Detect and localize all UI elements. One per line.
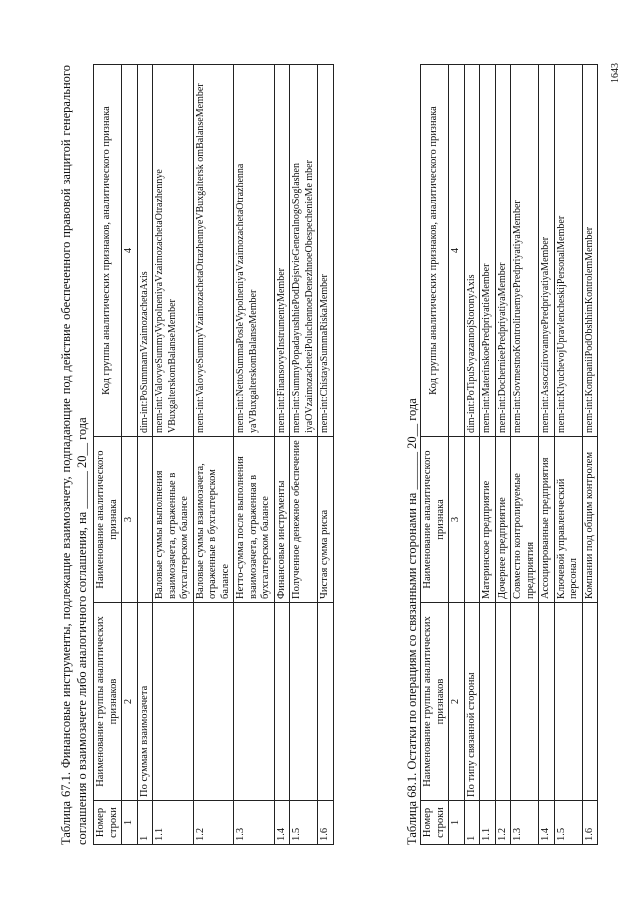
table-row (480, 65, 496, 845)
row-number: 1 (464, 801, 480, 845)
table-row (464, 65, 480, 845)
row-number: 1 (137, 801, 153, 845)
group-name (290, 603, 318, 801)
row-number: 1.6 (318, 801, 334, 845)
feature-name: Совместно контролируемые предприятия (511, 437, 539, 603)
table2 (420, 64, 598, 845)
group-name (480, 603, 496, 801)
table-row (582, 65, 598, 845)
row-number: 1.5 (554, 801, 582, 845)
feature-name: Нетто-сумма после выполнения взаимозачета, отраженная в бухгалтерском балансе (234, 437, 275, 603)
group-name (234, 603, 275, 801)
row-number: 1.4 (539, 801, 555, 845)
feature-code: mem-int:MaterinskoePredpriyatieMember (480, 65, 496, 437)
table1-caption: Таблица 67.1. Финансовые инструменты, подлежащие взаимозачету, подпадающие под действие обеспеченного правовой защитой генерального соглашения о взаимозачете либо аналогичного соглашения, на ______ 20__ года (59, 65, 89, 845)
group-name (511, 603, 539, 801)
table-row (274, 65, 290, 845)
feature-code: mem-int:ValovyeSummyVypolneniyaVzaimozachetaOtrazhennye VBuxgalterskomBalanseMember (153, 65, 194, 437)
table1-header-code: Код группы аналитических признаков, аналитического признака (94, 65, 122, 437)
table2-header-row (421, 65, 449, 845)
table2-colnum: 4 (449, 65, 465, 437)
feature-name: Полученное денежное обеспечение (290, 437, 318, 603)
group-name (554, 603, 582, 801)
table-row (511, 65, 539, 845)
feature-code: mem-int:AssocziirovannyePredpriyatiyaMember (539, 65, 555, 437)
feature-code: mem-int:FinansovyeInstrumentyMember (274, 65, 290, 437)
feature-name: Материнское предприятие (480, 437, 496, 603)
page-number: 1643 (610, 63, 621, 83)
row-number: 1.5 (290, 801, 318, 845)
feature-code: mem-int:ValovyeSummyVzaimozachetaOtrazhennyeVBuxgaltersk omBalanseMember (193, 65, 234, 437)
table1-header-row (94, 65, 122, 845)
group-name (318, 603, 334, 801)
table1 (93, 64, 334, 845)
table-row (539, 65, 555, 845)
table2-colnum-row (449, 65, 465, 845)
group-name (153, 603, 194, 801)
table1-colnum: 4 (122, 65, 138, 437)
row-number: 1.1 (153, 801, 194, 845)
feature-name (137, 437, 153, 603)
row-number: 1.2 (495, 801, 511, 845)
feature-code: mem-int:SovmestnoKontroliruemyePredpriyatiyaMember (511, 65, 539, 437)
table-row (554, 65, 582, 845)
table1-header-name: Наименование аналитического признака (94, 437, 122, 603)
table-row (193, 65, 234, 845)
feature-code: mem-int:DochernieePredpriyatiyaMember (495, 65, 511, 437)
feature-code: dim-int:PoSummamVzaimozachetaAxis (137, 65, 153, 437)
row-number: 1.2 (193, 801, 234, 845)
table2-caption: Таблица 68.1. Остатки по операциям со связанными сторонами на ______ 20__ года (405, 398, 419, 845)
feature-code: mem-int:KompaniiPodObshhimKontrolemMember (582, 65, 598, 437)
row-number: 1.6 (582, 801, 598, 845)
group-name (274, 603, 290, 801)
feature-name: Ассоциированные предприятия (539, 437, 555, 603)
feature-name: Дочернее предприятие (495, 437, 511, 603)
feature-code: mem-int:SummyPopadayushhiePodDejstvieGeneralnogoSoglashen iyaOVzaimozacheteiPoluchennoeDenezhnoeObespechenieMe mber (290, 65, 318, 437)
feature-name: Чистая сумма риска (318, 437, 334, 603)
feature-code: dim-int:PoTipuSvyazannojStoronyAxis (464, 65, 480, 437)
feature-name: Компании под общим контролем (582, 437, 598, 603)
table2-header-num: Номер строки (421, 801, 449, 845)
table1-colnum: 3 (122, 437, 138, 603)
group-name (193, 603, 234, 801)
feature-name: Финансовые инструменты (274, 437, 290, 603)
feature-name: Валовые суммы выполнения взаимозачета, отраженные в бухгалтерском балансе (153, 437, 194, 603)
table-row (234, 65, 275, 845)
group-name (582, 603, 598, 801)
group-name (495, 603, 511, 801)
table-row (137, 65, 153, 845)
table1-colnum: 1 (122, 801, 138, 845)
table1-colnum: 2 (122, 603, 138, 801)
feature-code: mem-int:ChistayaSummaRiskaMember (318, 65, 334, 437)
table2-header-group: Наименование группы аналитических признаков (421, 603, 449, 801)
table2-header-name: Наименование аналитического признака (421, 437, 449, 603)
feature-name (464, 437, 480, 603)
row-number: 1.1 (480, 801, 496, 845)
table-row (153, 65, 194, 845)
feature-name: Ключевой управленческий персонал (554, 437, 582, 603)
table1-colnum-row (122, 65, 138, 845)
table2-header-code: Код группы аналитических признаков, аналитического признака (421, 65, 449, 437)
row-number: 1.3 (511, 801, 539, 845)
table2-colnum: 3 (449, 437, 465, 603)
table2-colnum: 2 (449, 603, 465, 801)
table1-header-num: Номер строки (94, 801, 122, 845)
table-row (495, 65, 511, 845)
group-name: По суммам взаимозачета (137, 603, 153, 801)
table-row (290, 65, 318, 845)
table2-colnum: 1 (449, 801, 465, 845)
row-number: 1.3 (234, 801, 275, 845)
table-row (318, 65, 334, 845)
group-name (539, 603, 555, 801)
feature-name: Валовые суммы взаимозачета, отраженные в бухгалтерском балансе (193, 437, 234, 603)
group-name: По типу связанной стороны (464, 603, 480, 801)
row-number: 1.4 (274, 801, 290, 845)
feature-code: mem-int:NettoSummaPosleVypolneniyaVzaimozachetaOtrazhenna yaVBuxgalterskomBalanseMember (234, 65, 275, 437)
feature-code: mem-int:KlyuchevojUpravlencheskijPersonalMember (554, 65, 582, 437)
table1-header-group: Наименование группы аналитических признаков (94, 603, 122, 801)
